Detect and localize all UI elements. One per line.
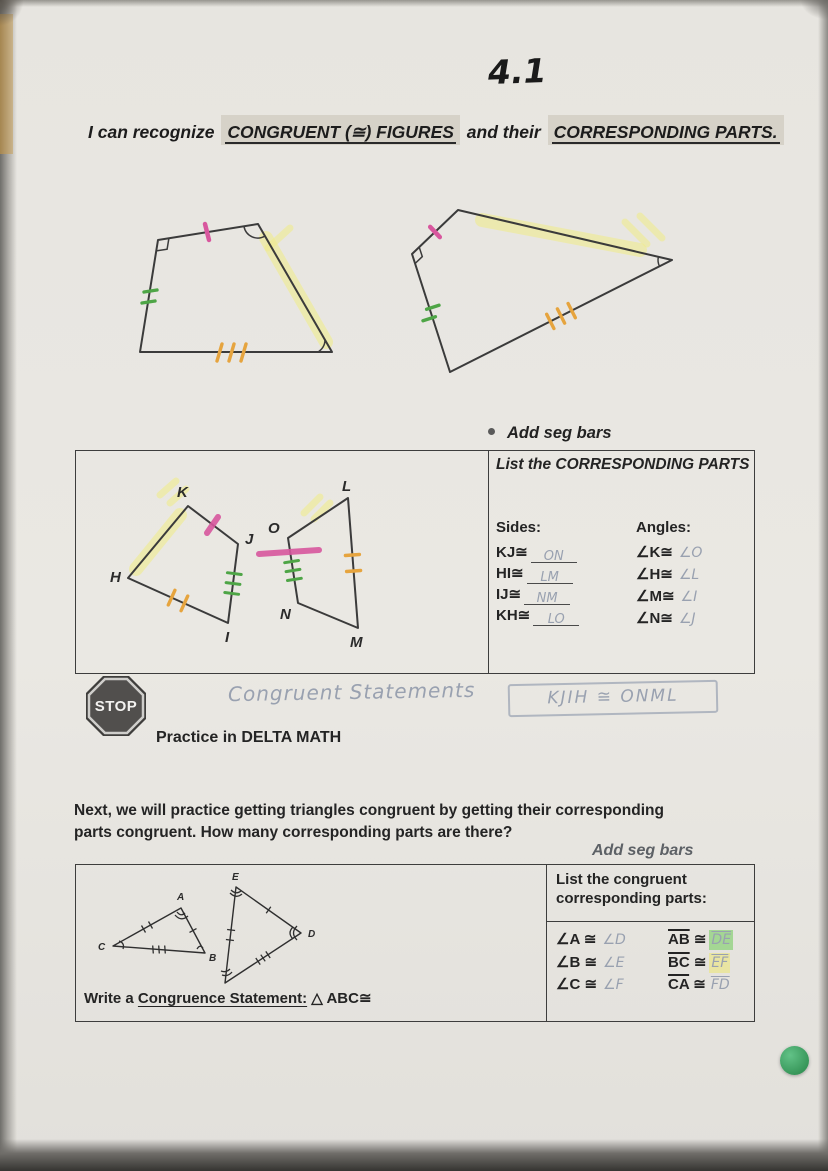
triangle-congruence-table bbox=[75, 864, 755, 1022]
side-prompt: IJ≅ bbox=[496, 586, 522, 603]
angle-pair-row bbox=[556, 929, 626, 952]
objective-highlight-corresponding: CORRESPONDING PARTS. bbox=[553, 122, 778, 142]
triangles-abc-def-figure bbox=[84, 869, 534, 987]
side-answer-handwritten: LO bbox=[547, 612, 565, 627]
side-pair-row bbox=[668, 952, 731, 975]
photo-edge-left bbox=[0, 0, 17, 1171]
vertex-label-I: I bbox=[225, 629, 230, 646]
photo-corner-top-left bbox=[0, 0, 24, 26]
congruent-quadrilaterals-figure bbox=[120, 190, 720, 410]
side-answer-handwritten: $\overline{DE}$ bbox=[711, 932, 732, 948]
vertex-label-M: M bbox=[350, 634, 363, 651]
angles-label: Angles: bbox=[636, 519, 692, 536]
quadrilateral-onml bbox=[259, 478, 363, 651]
angle-answer-handwritten: ∠L bbox=[678, 567, 700, 583]
right-quadrilateral bbox=[412, 210, 672, 372]
practice-delta-math: Practice in DELTA MATH bbox=[156, 729, 342, 746]
photo-edge-tan-strip bbox=[0, 14, 13, 154]
vertex-label-B: B bbox=[209, 953, 217, 964]
angle-prompt: ∠K≅ bbox=[636, 544, 673, 561]
side-answer-handwritten: NM bbox=[536, 591, 558, 606]
segment-name: $\overline{AB}$ bbox=[668, 931, 690, 948]
vertex-label-H: H bbox=[110, 569, 121, 586]
objective-line bbox=[88, 122, 788, 143]
side-pairs-column bbox=[668, 929, 731, 997]
angle-row bbox=[636, 564, 702, 586]
side-answer-handwritten: ON bbox=[543, 549, 564, 564]
statement-pre: Write a bbox=[84, 990, 134, 1007]
vertex-label-D: D bbox=[308, 929, 316, 940]
side-pair-row bbox=[668, 929, 731, 952]
angle-prompt: ∠C ≅ bbox=[556, 976, 598, 993]
side-row bbox=[496, 563, 579, 584]
angle-answer-handwritten: ∠J bbox=[678, 611, 696, 627]
angle-arc bbox=[658, 257, 659, 267]
bullet-dot bbox=[488, 428, 495, 435]
side-answer-handwritten: $\overline{EF}$ bbox=[711, 954, 729, 971]
vertex-label-L: L bbox=[342, 478, 352, 495]
segment-name: $\overline{CA}$ bbox=[668, 976, 690, 993]
answer-blank[interactable] bbox=[527, 566, 573, 584]
header-rule bbox=[546, 921, 754, 922]
header-line-1: List the congruent bbox=[556, 871, 687, 888]
segment-name: $\overline{BC}$ bbox=[668, 953, 690, 971]
photo-edge-top bbox=[0, 0, 828, 7]
lesson-number: 4.1 bbox=[487, 50, 548, 93]
table-divider bbox=[488, 451, 489, 673]
objective-middle: and their bbox=[466, 122, 541, 142]
sides-label: Sides: bbox=[496, 519, 542, 536]
side-row bbox=[496, 584, 579, 605]
congruent-symbol: ≅ bbox=[693, 953, 707, 971]
left-quadrilateral bbox=[140, 224, 332, 361]
side-row bbox=[496, 605, 579, 626]
objective-highlight-congruent: CONGRUENT (≅) FIGURES bbox=[227, 122, 454, 142]
angle-prompt: ∠M≅ bbox=[636, 588, 675, 605]
angle-pairs-column bbox=[556, 929, 626, 997]
vertex-label-N: N bbox=[280, 606, 291, 623]
side-prompt: KJ≅ bbox=[496, 544, 528, 561]
angle-answer-handwritten: ∠I bbox=[680, 589, 698, 605]
angles-column bbox=[636, 517, 702, 630]
green-dot-sticker bbox=[780, 1046, 809, 1075]
congruent-symbol: ≅ bbox=[693, 976, 706, 993]
statement-underlined: Congruence Statement: bbox=[137, 990, 308, 1007]
statement-post[interactable]: △ ABC≅ bbox=[311, 990, 372, 1007]
vertex-label-J: J bbox=[245, 531, 254, 548]
side-answer-handwritten: LM bbox=[540, 570, 559, 585]
corresponding-parts-header: List the CORRESPONDING PARTS bbox=[496, 456, 750, 473]
angle-answer-handwritten: ∠O bbox=[678, 545, 703, 561]
side-prompt: KH≅ bbox=[496, 607, 531, 624]
handwritten-congruent-statements: Congruent Statements bbox=[227, 677, 476, 707]
congruent-parts-header bbox=[556, 870, 707, 908]
sides-column bbox=[496, 517, 579, 626]
intro-line-2: parts congruent. How many corresponding parts are there? bbox=[74, 823, 513, 841]
angle-arc bbox=[222, 972, 232, 976]
side-row bbox=[496, 542, 579, 563]
quadrilaterals-kjih-onml-figure bbox=[76, 451, 488, 670]
quadrilateral-kjih bbox=[110, 481, 254, 646]
stop-label: STOP bbox=[94, 698, 138, 715]
answer-blank[interactable] bbox=[524, 587, 570, 605]
angle-prompt: ∠H≅ bbox=[636, 566, 673, 583]
angle-row bbox=[636, 586, 702, 608]
side-prompt: HI≅ bbox=[496, 565, 524, 582]
add-seg-bars-bullet: Add seg bars bbox=[488, 424, 612, 443]
angle-answer-handwritten: ∠F bbox=[603, 977, 624, 993]
stop-sign bbox=[84, 674, 148, 743]
angle-answer-handwritten: ∠E bbox=[603, 954, 625, 971]
angle-row bbox=[636, 542, 702, 564]
side-answer-handwritten: $\overline{FD}$ bbox=[710, 977, 730, 993]
angle-arc bbox=[290, 927, 293, 939]
vertex-label-A: A bbox=[177, 892, 185, 903]
photo-edge-bottom bbox=[0, 1139, 828, 1171]
answer-blank[interactable] bbox=[533, 608, 579, 626]
angle-answer-handwritten: ∠D bbox=[602, 932, 626, 948]
congruence-statement-prompt bbox=[84, 989, 372, 1007]
vertex-label-O: O bbox=[268, 520, 280, 537]
corresponding-parts-table bbox=[75, 450, 755, 674]
table-divider bbox=[546, 865, 547, 1021]
angle-row bbox=[636, 608, 702, 630]
photo-edge-right bbox=[818, 0, 828, 1171]
objective-prefix: I can recognize bbox=[88, 122, 215, 142]
congruent-symbol: ≅ bbox=[693, 931, 707, 948]
angle-prompt: ∠B ≅ bbox=[556, 953, 598, 971]
angle-pair-row bbox=[556, 974, 626, 997]
handwritten-congruence-statement-box: KJIH ≅ ONML bbox=[508, 680, 719, 717]
angle-prompt: ∠A ≅ bbox=[556, 931, 597, 948]
angle-arc bbox=[221, 969, 230, 972]
intro-paragraph bbox=[74, 800, 774, 843]
answer-blank[interactable] bbox=[531, 545, 577, 563]
add-seg-bars-note: Add seg bars bbox=[592, 842, 694, 859]
vertex-label-K: K bbox=[177, 484, 188, 501]
header-line-2: corresponding parts: bbox=[556, 890, 707, 907]
triangle-abc bbox=[98, 892, 216, 964]
triangle-def bbox=[218, 872, 315, 987]
side-pair-row bbox=[668, 974, 731, 997]
angle-arc bbox=[230, 893, 242, 896]
photo-corner-top-right bbox=[800, 0, 828, 20]
angle-prompt: ∠N≅ bbox=[636, 610, 673, 627]
vertex-label-E: E bbox=[232, 872, 239, 883]
angle-pair-row bbox=[556, 952, 626, 975]
intro-line-1: Next, we will practice getting triangles congruent by getting their corresponding bbox=[74, 802, 664, 819]
vertex-label-C: C bbox=[98, 942, 106, 953]
